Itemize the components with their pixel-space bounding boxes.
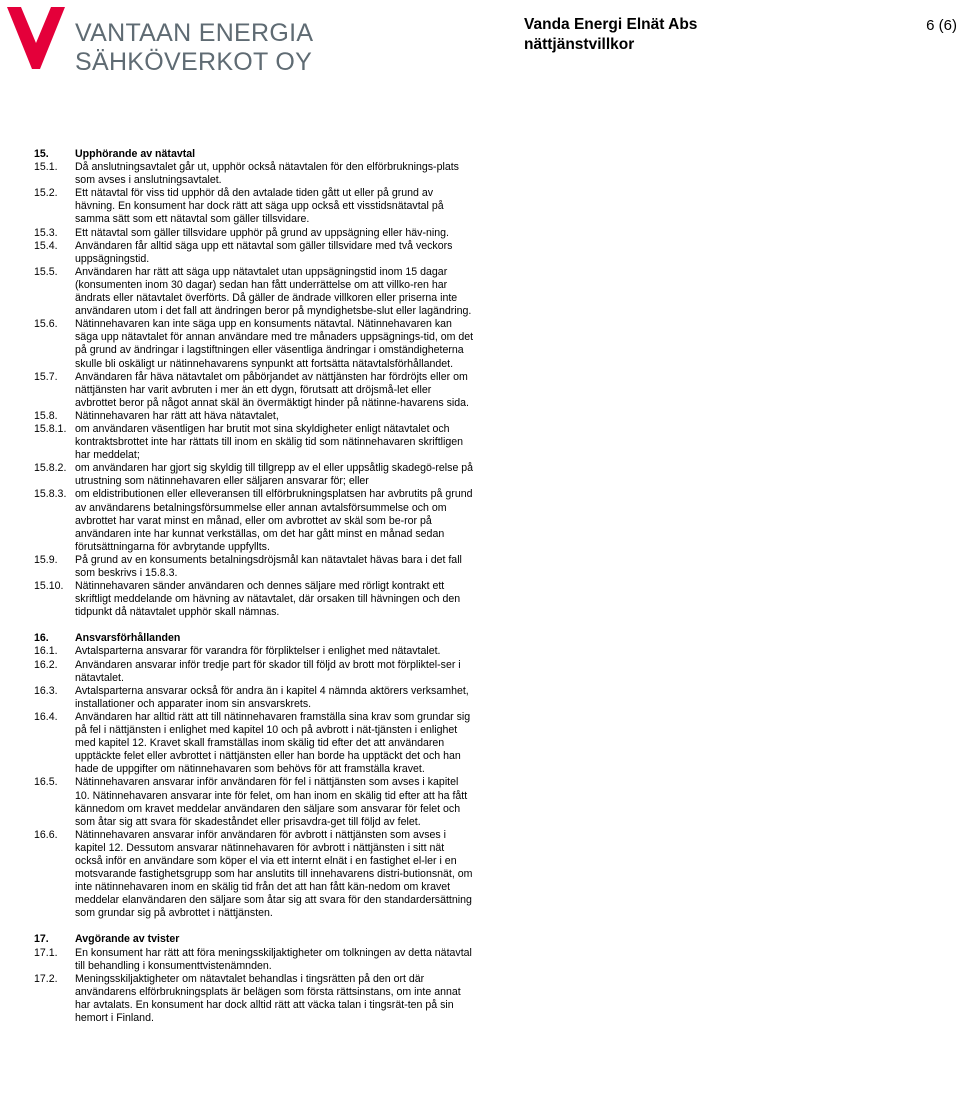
clause-number: 15.6.	[34, 318, 58, 331]
clause-text: om eldistributionen eller elleveransen till elförbrukningsplatsen har avbrutits på grund av användarens betalningsförsummelse eller annan avtalsförsummelse och om avbrottet har varat minst en månad, eller om avbrottet av skäl som be-ror på användaren inte har kunnat verkställas, om det har gått minst en månad sedan förutsättningarna för avbrytande uppfyllts.	[75, 488, 473, 553]
clause-text: Nätinnehavaren ansvarar inför användaren för fel i nättjänsten som avses i kapitel 10. Nätinnehavaren ansvarar inte för felet, om han inom en skälig tid efter att ha fått kännedom om kravet meddelar användaren den säljare som ansvarar för felet och som åtar sig att svara för skadeståndet eller prisavdra-get till följd av felet.	[75, 776, 468, 828]
clause-number: 16.4.	[34, 710, 58, 723]
document-title: nättjänstvillkor	[524, 36, 635, 53]
clause	[34, 240, 474, 266]
v-logo-icon	[7, 7, 65, 69]
clause	[34, 580, 474, 619]
clause-number: 16.3.	[34, 684, 58, 697]
clause-text: En konsument har rätt att föra meningsskiljaktigheter om tolkningen av detta nätavtal till behandling i konsumenttvistenämnden.	[75, 946, 472, 972]
clause	[34, 645, 474, 658]
clause	[34, 410, 474, 423]
clause-text: Meningsskiljaktigheter om nätavtalet behandlas i tingsrätten på den ort där användarens elförbrukningsplats är belägen som första rättsinstans, om inte annat har avtalats. En konsument har dock alltid rätt att väcka talan i tingsrät-ten på sin hemort i Finland.	[75, 972, 461, 1024]
clause-number: 17.2.	[34, 972, 58, 985]
clause-number: 16.2.	[34, 658, 58, 671]
clause-text: Nätinnehavaren kan inte säga upp en konsuments nätavtal. Nätinnehavaren kan säga upp nätavtalet för annan användare med tre månaders uppsägnings-tid, om det på grund av ändringar i lagstiftningen eller väsentliga ändringar i omständigheterna skulle bli oskäligt ur nätinnehavarens synpunkt att fortsätta nätavtalsförhållandet.	[75, 318, 474, 370]
clause-number: 15.9.	[34, 553, 58, 566]
clause-number: 16.5.	[34, 776, 58, 789]
clause	[34, 161, 474, 187]
clause-text: Användaren får häva nätavtalet om påbörjandet av nättjänsten har fördröjts eller om nättjänsten har varit avbruten i mer än ett dygn, förutsatt att dröjsmå-let eller avbrottet beror på något annat skäl än övermäktigt hinder på nätinne-havarens sida.	[75, 370, 469, 409]
clause-text: Avtalsparterna ansvarar också för andra än i kapitel 4 nämnda aktörers verksamhet, installationer och apparater inom sin ansvarskrets.	[75, 684, 469, 710]
clause	[34, 488, 474, 553]
clause-text: Användaren har rätt att säga upp nätavtalet utan uppsägningstid inom 15 dagar (konsumenten inom 30 dagar) sedan han fått underrättelse om att villko-ren har ändrats eller nätavtalet överförts. Då gäller de ändrade villkoren eller priserna inte användaren utom i det fall att ändringen beror på myndighetsbe-slut eller lagändring.	[75, 265, 472, 318]
clause-text: Användaren får alltid säga upp ett nätavtal som gäller tillsvidare med två veckors uppsägningstid.	[75, 239, 453, 265]
clause-number: 15.4.	[34, 239, 58, 252]
section	[34, 148, 474, 619]
section-heading	[34, 148, 474, 161]
clause-text: Användaren ansvarar inför tredje part för skador till följd av brott mot förpliktel-ser i nätavtalet.	[75, 658, 461, 684]
company-logo	[7, 7, 319, 76]
clause	[34, 685, 474, 711]
clause	[34, 266, 474, 318]
clause-text: om användaren har gjort sig skyldig till tillgrepp av el eller uppsåtlig skadegö-relse på utrustning som nätinnehavaren eller säljaren ansvarar för; eller	[75, 462, 474, 488]
clause-text: På grund av en konsuments betalningsdröjsmål kan nätavtalet hävas bara i det fall som beskrivs i 15.8.3.	[75, 553, 462, 579]
clause	[34, 462, 474, 488]
clause	[34, 554, 474, 580]
clause-number: 15.7.	[34, 370, 58, 383]
clause-text: om användaren väsentligen har brutit mot sina skyldigheter enligt nätavtalet och kontraktsbrottet inte har rättats till inom en skälig tid som nätinnehavaren skriftligen har meddelat;	[75, 422, 464, 462]
clause	[34, 776, 474, 828]
document-body	[34, 148, 474, 1038]
page-header	[0, 0, 960, 90]
section-number: 16.	[34, 632, 49, 645]
section	[34, 933, 474, 1025]
section-number: 15.	[34, 148, 49, 160]
clause	[34, 371, 474, 410]
clause-text: Nätinnehavaren ansvarar inför användaren för avbrott i nättjänsten som avses i kapitel 12. Dessutom ansvarar nätinnehavaren för avbrott i nättjänsten i sitt nät också inför en användare som köper el via ett internt elnät i en fastighet el-ler i en motsvarande fastighetsgrupp som har anslutits till innehavarens distri-butionsnät, om inte nätinnehavaren inom en skälig tid från det att han fått kän-nedom om kravet meddelar elanvändaren den säljare som åtar sig att svara för den standardersättning som grundar sig på avbrottet i nättjänsten.	[75, 828, 473, 920]
clause	[34, 423, 474, 462]
clause-number: 15.8.3.	[34, 488, 67, 501]
clause	[34, 227, 474, 240]
clause-text: Nätinnehavaren sänder användaren och dennes säljare med rörligt kontrakt ett skriftligt meddelande om hävning av nätavtalet, där orsaken till hävningen och den tidpunkt då nätavtalet upphör skall nämnas.	[75, 580, 461, 619]
clause-number: 15.8.1.	[34, 422, 67, 435]
page-number: 6 (6)	[926, 17, 957, 34]
clause	[34, 318, 474, 370]
clause-number: 16.6.	[34, 828, 58, 841]
section-title: Upphörande av nätavtal	[75, 148, 196, 160]
section-heading	[34, 933, 474, 946]
clause	[34, 187, 474, 226]
section-number: 17.	[34, 933, 49, 946]
section-title: Avgörande av tvister	[75, 933, 180, 946]
clause	[34, 947, 474, 973]
clause-number: 17.1.	[34, 946, 58, 959]
brand-name-line-2: SÄHKÖVERKOT OY	[75, 48, 313, 76]
clause-number: 15.2.	[34, 187, 58, 200]
section-title: Ansvarsförhållanden	[75, 632, 181, 645]
clause-text: Användaren har alltid rätt att till nätinnehavaren framställa sina krav som grundar sig på fel i nättjänsten i enlighet med kapitel 10 och på avbrott i nät-tjänsten i enlighet med kapitel 12. Kravet skall framställas inom skälig tid efter det att användaren upptäckte felet eller avbrottet i nättjänsten eller han borde ha upptäckt det och han hade de uppgifter om nätinnehavaren som behövs för att framställa kravet.	[75, 710, 471, 776]
clause-number: 15.5.	[34, 265, 58, 278]
clause-number: 16.1.	[34, 645, 58, 658]
clause-text: Ett nätavtal för viss tid upphör då den avtalade tiden gått ut eller på grund av hävning. En konsument har dock rätt att säga upp också ett visstidsnätavtal på samma sätt som ett nätavtal som gäller tillsvidare.	[75, 187, 444, 226]
clause-number: 15.1.	[34, 161, 58, 174]
clause-number: 15.8.2.	[34, 462, 67, 475]
clause	[34, 973, 474, 1025]
clause	[34, 829, 474, 921]
document-company: Vanda Energi Elnät Abs	[524, 16, 698, 33]
clause-number: 15.8.	[34, 409, 58, 422]
brand-name-line-1: VANTAAN ENERGIA	[75, 19, 314, 47]
clause-text: Nätinnehavaren har rätt att häva nätavtalet,	[75, 409, 279, 422]
clause	[34, 711, 474, 776]
clause	[34, 659, 474, 685]
clause-text: Avtalsparterna ansvarar för varandra för förpliktelser i enlighet med nätavtalet.	[75, 645, 441, 658]
clause-text: Då anslutningsavtalet går ut, upphör också nätavtalen för den elförbruknings-plats som avses i anslutningsavtalet.	[75, 161, 459, 187]
section-heading	[34, 632, 474, 645]
clause-text: Ett nätavtal som gäller tillsvidare upphör på grund av uppsägning eller häv-ning.	[75, 226, 449, 239]
clause-number: 15.10.	[34, 580, 64, 593]
clause-number: 15.3.	[34, 226, 58, 239]
section	[34, 632, 474, 920]
